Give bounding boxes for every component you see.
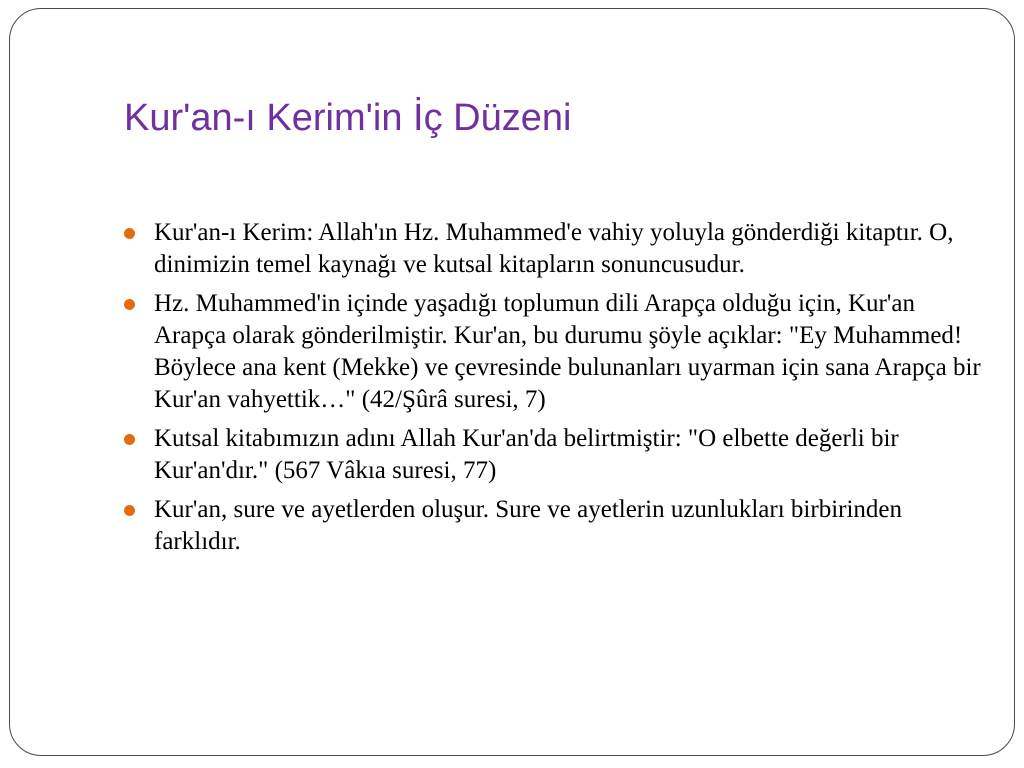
bullet-item (124, 288, 984, 416)
bullet-text: Kutsal kitabımızın adını Allah Kur'an'da belirtmiştir: "O elbette değerli bir Kur'an'dır." (567 Vâkıa suresi, 77) (154, 425, 899, 484)
bullet-dot-icon (124, 228, 135, 239)
slide-title: Kur'an-ı Kerim'in İç Düzeni (124, 97, 572, 139)
bullet-list (124, 217, 984, 565)
bullet-text: Kur'an, sure ve ayetlerden oluşur. Sure ve ayetlerin uzunlukları birbirinden farklıdır. (154, 496, 903, 555)
bullet-item (124, 494, 984, 558)
slide-frame (9, 8, 1015, 756)
bullet-item (124, 423, 984, 487)
bullet-item (124, 217, 984, 281)
bullet-text: Hz. Muhammed'in içinde yaşadığı toplumun dili Arapça olduğu için, Kur'an Arapça olarak gönderilmiştir. Kur'an, bu durumu şöyle açıklar: "Ey Muhammed! Böylece ana kent (Mekke) ve çevresinde bulunanları uyarman için sana Arapça bir Kur'an vahyettik…" (42/Şûrâ suresi, 7) (154, 290, 981, 413)
bullet-text: Kur'an-ı Kerim: Allah'ın Hz. Muhammed'e vahiy yoluyla gönderdiği kitaptır. O, dinimizin temel kaynağı ve kutsal kitapların sonuncusudur. (154, 219, 954, 278)
bullet-dot-icon (124, 299, 135, 310)
bullet-dot-icon (124, 505, 135, 516)
bullet-dot-icon (124, 434, 135, 445)
